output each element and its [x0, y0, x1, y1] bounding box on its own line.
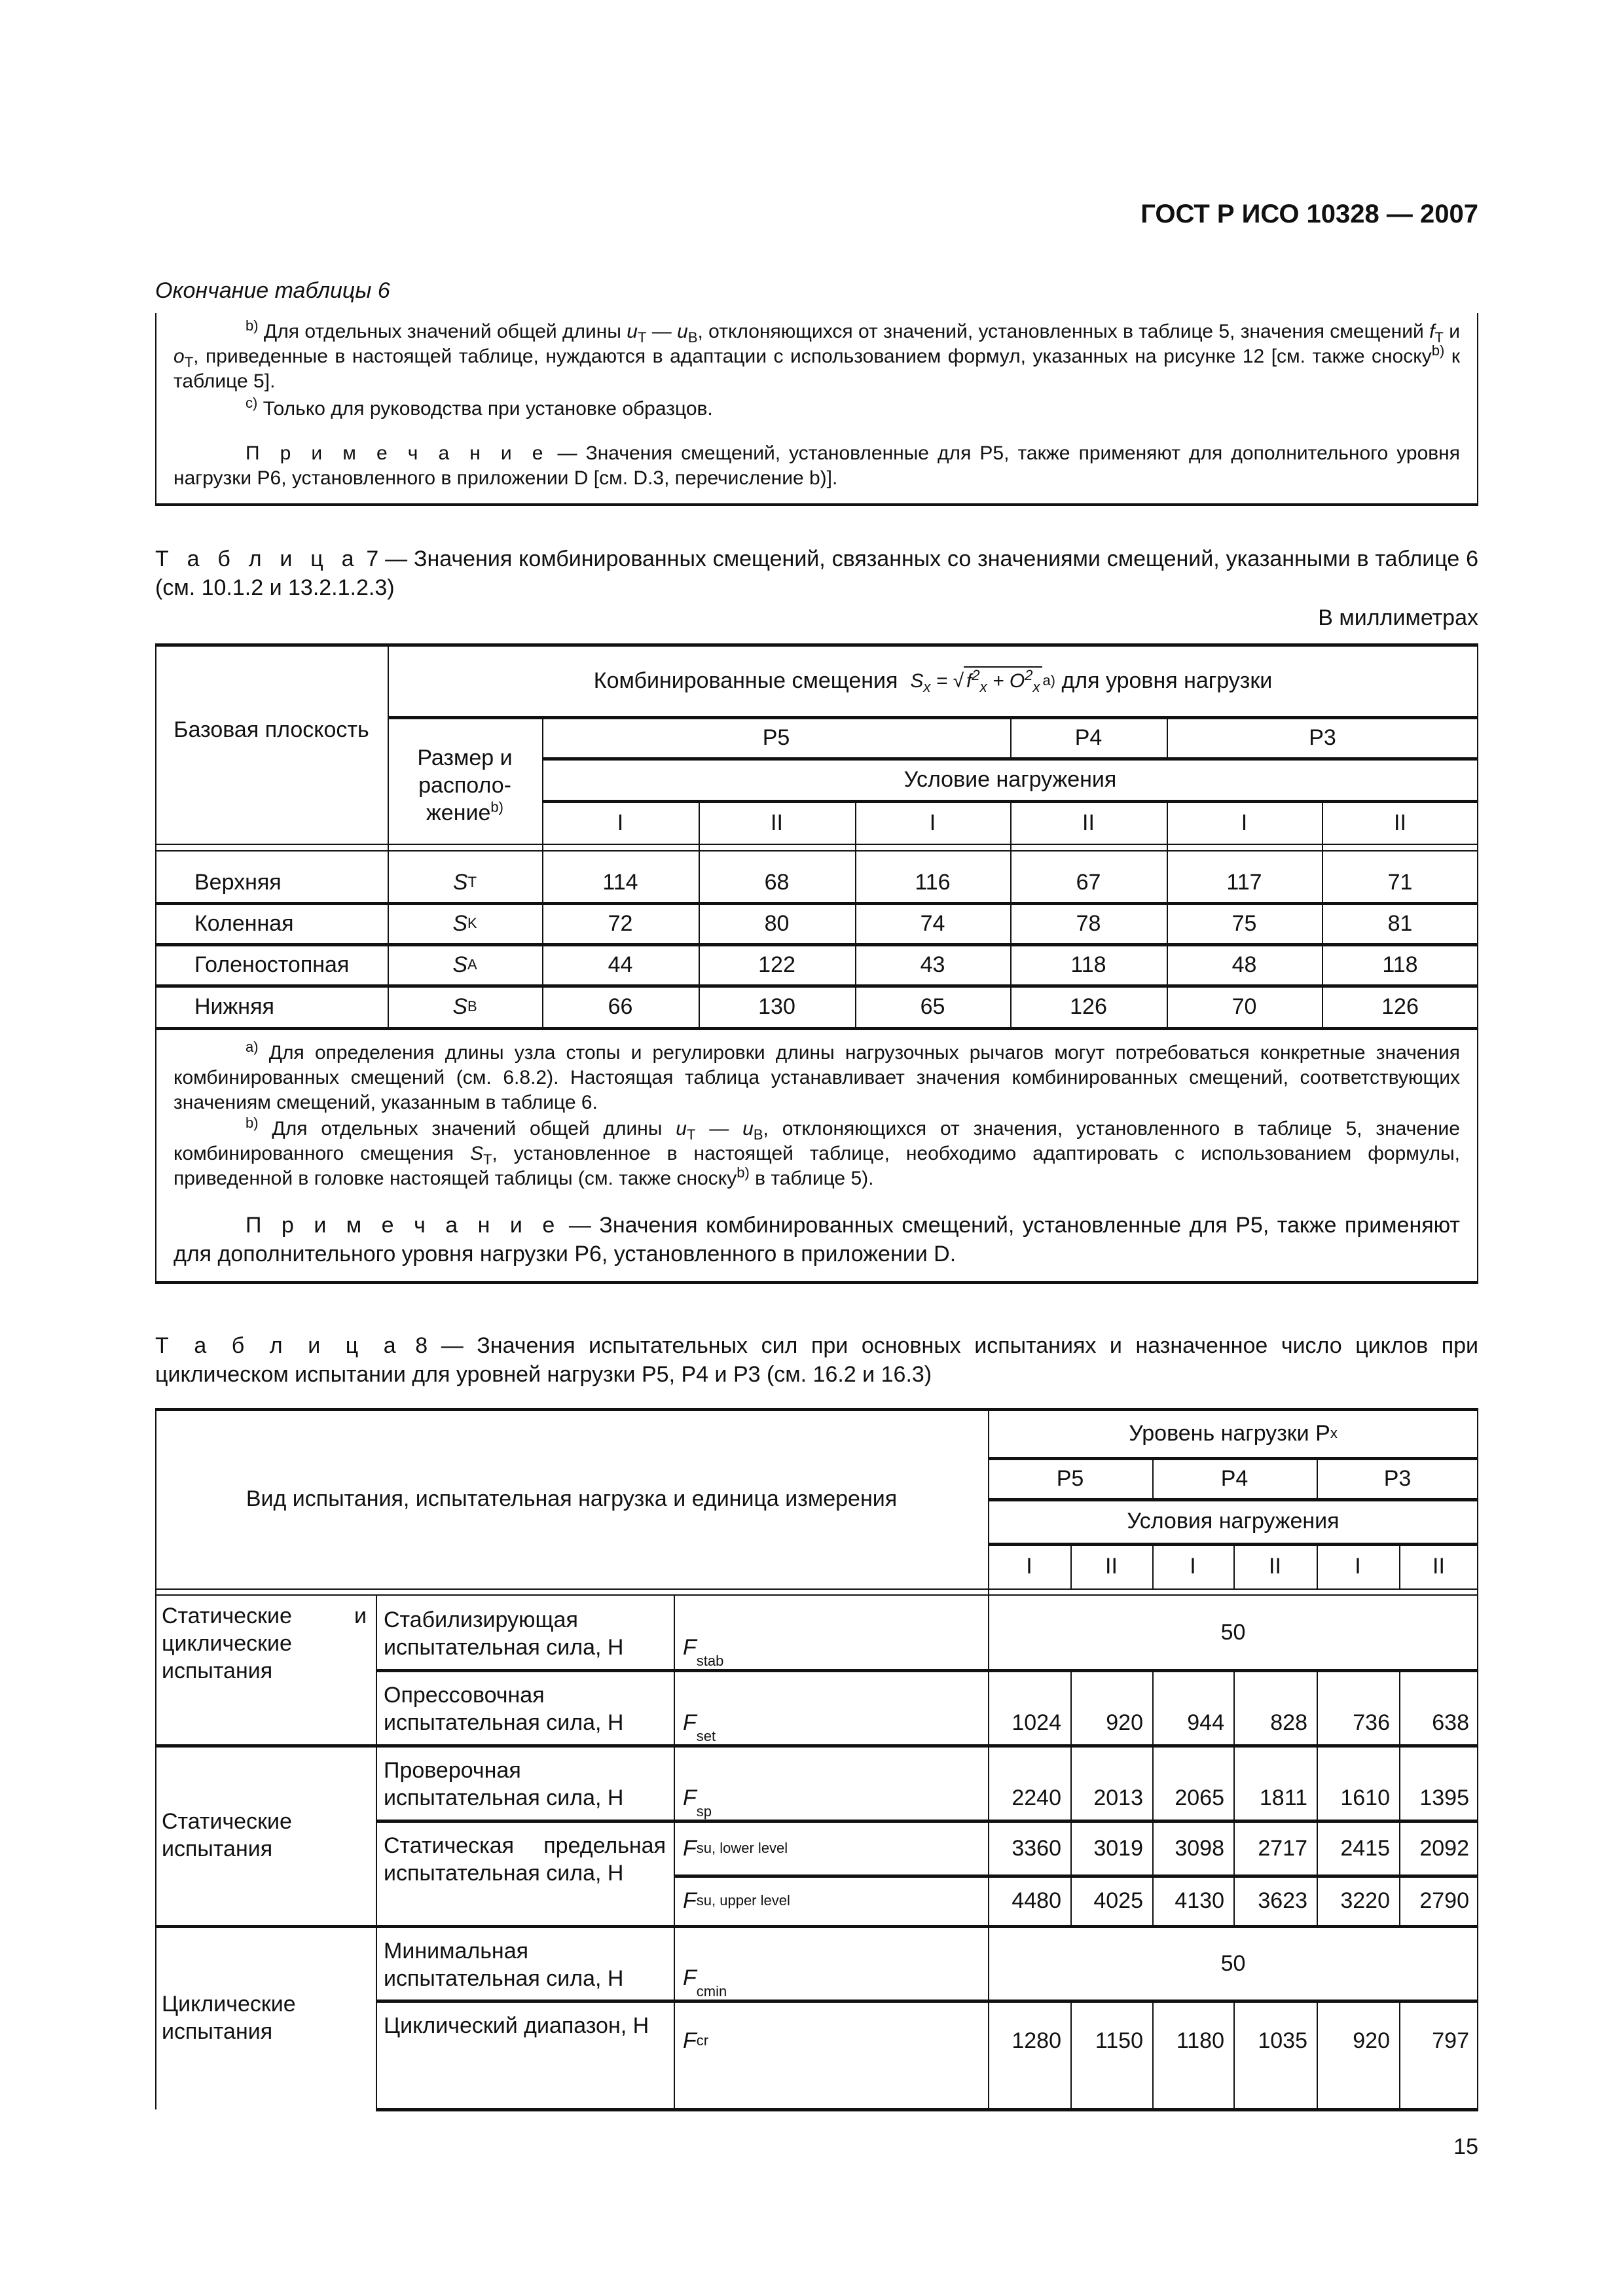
- table7-header-combined: Комбинированные смещения $S_x$ = √ $f^2_x + O^2_x$ a) для уровня нагрузки: [593, 666, 1273, 695]
- table7-caption: Т а б л и ц а 7 — Значения комбинированных смещений, связанных со значениями смещений, указанными в таблице 6 (см. 10.1.2 и 13.2.1.2.3): [155, 547, 1479, 600]
- table8-header-test-kind: Вид испытания, испытательная нагрузка и единица измерения: [246, 1486, 898, 1511]
- table7-cond-3: I: [929, 810, 936, 835]
- table8-conditions-label: Условия нагружения: [1127, 1509, 1340, 1534]
- table6-note: П р и м е ч а н и е — Значения смещений, установленные для P5, также применяют для дополнительного уровня нагрузки P6, установленного в приложении D [см. D.3, перечисление b)].: [173, 442, 1460, 489]
- table7-cond-1: I: [617, 810, 624, 835]
- table7-cond-2: II: [771, 810, 783, 835]
- table8-level-p3: P3: [1383, 1465, 1412, 1491]
- page-number: 15: [1453, 2134, 1478, 2159]
- table7-note: П р и м е ч а н и е — Значения комбинированных смещений, установленные для P5, также применяют для дополнительного уровня нагрузки P6, установленного в приложении D.: [173, 1213, 1460, 1266]
- table7-header-base-plane: Базовая плоскость: [173, 717, 369, 742]
- table8-cond-2: II: [1105, 1554, 1118, 1579]
- table8-header-load-level: Уровень нагрузки P x: [1129, 1420, 1338, 1446]
- table8-cond-4: II: [1269, 1554, 1281, 1579]
- table7-cond-4: II: [1082, 810, 1095, 835]
- table7-condition-label: Условие нагружения: [903, 767, 1117, 792]
- table8-group-name: Статические испытания: [162, 1809, 292, 1861]
- table7-footnote-b: $^{b)}$ Для отдельных значений общей длины $u_T$ — $u_B$, отклоняющихся от значения, установленного в таблице 5, значение комбинированного смещения $S_T$, установленное в настоящей таблице, необходимо адаптировать с использованием формулы, приведенной в головке настоящей таблицы (см. также сноску$^{b)}$ в таблице 5).: [173, 1115, 1460, 1189]
- table7-units: В миллиметрах: [1318, 605, 1478, 630]
- table8-level-p5: P5: [1056, 1465, 1084, 1491]
- table8-level-p4: P4: [1220, 1465, 1249, 1491]
- table8-group-name: Статические и циклические испытания: [162, 1604, 367, 1683]
- table8-caption: Т а б л и ц а 8 — Значения испытательных сил при основных испытаниях и назначенное число циклов при циклическом испытании для уровней нагрузки P5, P4 и P3 (см. 16.2 и 16.3): [155, 1333, 1479, 1387]
- table7-footnote-a: $^{a)}$ Для определения длины узла стопы и регулировки длины нагрузочных рычагов могут потребоваться конкретные значения комбинированных смещений (см. 6.8.2). Настоящая таблица устанавливает значения комбинированных смещений, соответствующих значениям смещений, указанным в таблице 6.: [173, 1039, 1461, 1113]
- table7-level-p5: P5: [762, 725, 790, 750]
- table7-cond-5: I: [1241, 810, 1248, 835]
- table7-level-p3: P3: [1309, 725, 1336, 750]
- table6-continuation-caption: Окончание таблицы 6: [155, 278, 390, 303]
- footnote-mark: b): [246, 317, 259, 334]
- formula: $S_x$ = √ $f^2_x + O^2_x$: [910, 666, 1042, 695]
- table7-header-size-position: Размер и располо-жение$^{b)}$: [417, 745, 513, 825]
- table6-footnote-box: [155, 313, 1478, 506]
- table8-cond-6: II: [1432, 1554, 1445, 1579]
- table6-footnote-c: $^{c)}$ Только для руководства при установке образцов.: [246, 395, 713, 420]
- table7-level-p4: P4: [1074, 725, 1103, 750]
- table8-cond-5: I: [1355, 1554, 1361, 1579]
- table7-cond-6: II: [1394, 810, 1406, 835]
- table8-group-name: Циклические испытания: [162, 1992, 296, 2044]
- table6-footnote-b: $^{b)}$ Для отдельных значений общей длины $u_T$ — $u_B$, отклоняющихся от значений, установленных в таблице 5, значения смещений $f_T$ и $o_T$, приведенные в настоящей таблице, нуждаются в адаптации с использованием формул, указанных на рисунке 12 [см. также сноску$^{b)}$ к таблице 5].: [173, 317, 1460, 392]
- table8-cond-1: I: [1026, 1554, 1032, 1579]
- table8-cond-3: I: [1190, 1554, 1196, 1579]
- document-code: ГОСТ Р ИСО 10328 — 2007: [1140, 200, 1478, 228]
